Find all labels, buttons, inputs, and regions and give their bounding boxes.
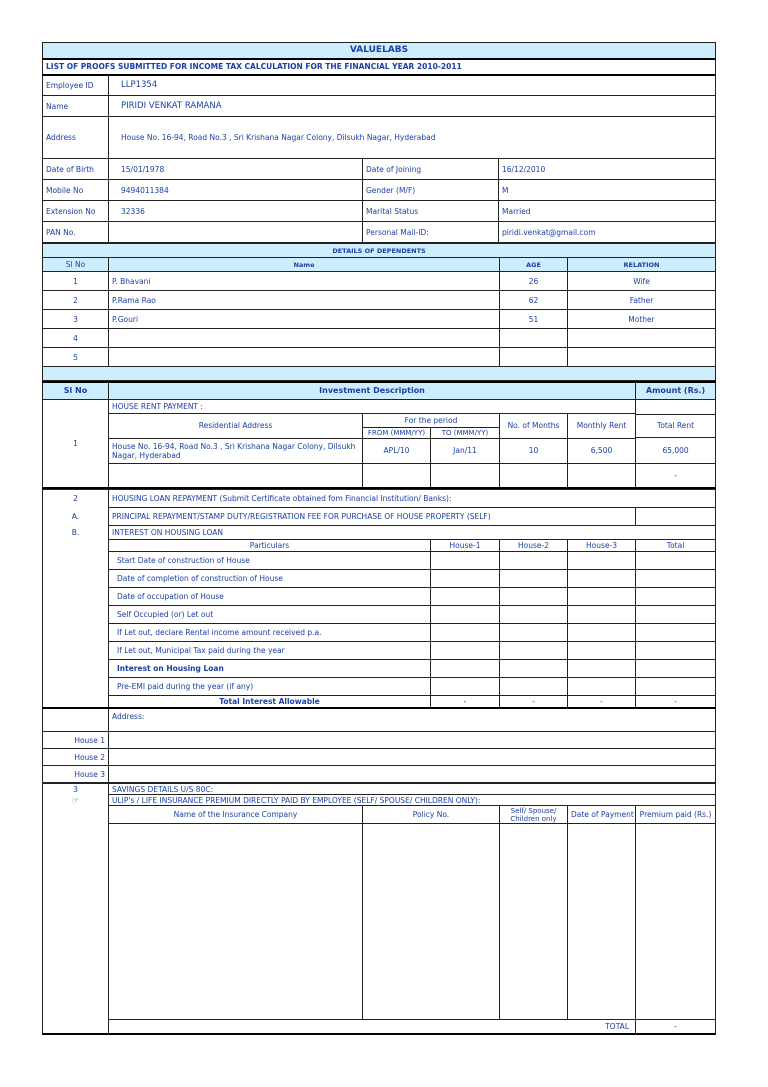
hra-from: APL/10 — [363, 438, 431, 463]
employee-id-label: Employee ID — [43, 75, 109, 96]
particular-h2 — [500, 660, 568, 678]
address-side-blank — [43, 708, 109, 732]
dependents-title: DETAILS OF DEPENDENTS — [43, 244, 716, 258]
particular-total — [636, 606, 716, 624]
dep-row-1-relation: Wife — [568, 272, 716, 291]
savings-total-value: - — [636, 1020, 716, 1034]
dep-row-4-relation — [568, 329, 716, 348]
savings-premium-blank — [636, 824, 716, 1020]
hra-col-to: TO (MMM/YY) — [431, 427, 500, 438]
hra-months: 10 — [500, 438, 568, 463]
particular-h2 — [500, 588, 568, 606]
dep-row-4-sl: 4 — [43, 329, 109, 348]
savings-side-blank — [43, 824, 109, 1020]
dob-value: 15/01/1978 — [109, 159, 363, 180]
housing-a-amount — [636, 508, 716, 526]
house-2-value — [109, 749, 716, 766]
dep-row-1-name: P. Bhavani — [109, 272, 500, 291]
doj-label: Date of Joining — [363, 159, 499, 180]
housing-title: HOUSING LOAN REPAYMENT (Submit Certificate obtained fom Financial Institution/ Banks): — [109, 490, 636, 508]
mail-label: Personal Mail-ID: — [363, 222, 499, 243]
total-interest-h3: - — [568, 696, 636, 708]
housing-side-blank — [43, 552, 109, 570]
dep-row-1-age: 26 — [500, 272, 568, 291]
particular-total — [636, 624, 716, 642]
savings-self-blank — [500, 824, 568, 1020]
savings-policy-blank — [363, 824, 500, 1020]
mobile-value: 9494011384 — [109, 180, 363, 201]
house-1-label: House 1 — [43, 732, 109, 749]
total-interest-h2: - — [500, 696, 568, 708]
particular-h1 — [431, 606, 500, 624]
housing-col-h3: House-3 — [568, 540, 636, 552]
particular-h1 — [431, 678, 500, 696]
investment-table — [42, 381, 716, 489]
name-label: Name — [43, 96, 109, 117]
hra-col-monthly: Monthly Rent — [568, 413, 636, 438]
particular-h3 — [568, 606, 636, 624]
particular-h3 — [568, 642, 636, 660]
total-interest-total: - — [636, 696, 716, 708]
dep-row-5-relation — [568, 348, 716, 367]
housing-side-blank — [43, 606, 109, 624]
pan-label: PAN No. — [43, 222, 109, 243]
dep-row-3-age: 51 — [500, 310, 568, 329]
inv-header-sl: Sl No — [43, 382, 109, 399]
particular-h1 — [431, 570, 500, 588]
dep-row-2-sl: 2 — [43, 291, 109, 310]
extension-value: 32336 — [109, 201, 363, 222]
savings-side-blank — [43, 806, 109, 824]
address-value: House No. 16-94, Road No.3 , Sri Krishana Nagar Colony, Dilsukh Nagar, Hyderabad — [109, 117, 716, 159]
savings-subtitle: ULIP's / LIFE INSURANCE PREMIUM DIRECTLY PAID BY EMPLOYEE (SELF/ SPOUSE/ CHILDREN ONLY): — [109, 795, 716, 806]
spacer-band — [43, 367, 716, 381]
tax-proof-form — [42, 42, 715, 1035]
employee-info-table — [42, 42, 716, 243]
hra-amount-blank — [636, 399, 716, 463]
hra-blank-4 — [500, 463, 568, 488]
hra-blank-5 — [568, 463, 636, 488]
dep-row-3-name: P.Gouri — [109, 310, 500, 329]
housing-b-text: INTEREST ON HOUSING LOAN — [109, 526, 636, 540]
inv-header-amount: Amount (Rs.) — [636, 382, 716, 399]
housing-side-blank — [43, 570, 109, 588]
particular-row: Self Occupied (or) Let out — [109, 606, 431, 624]
housing-loan-table — [42, 489, 716, 783]
dep-row-5-age — [500, 348, 568, 367]
doj-value: 16/12/2010 — [499, 159, 716, 180]
dep-row-1-sl: 1 — [43, 272, 109, 291]
hra-blank-3 — [431, 463, 500, 488]
savings-table — [42, 783, 716, 1035]
house-3-value — [109, 766, 716, 783]
savings-col-company: Name of the Insurance Company — [109, 806, 363, 824]
housing-side-blank — [43, 660, 109, 678]
particular-row: Date of completion of construction of House — [109, 570, 431, 588]
housing-side-blank — [43, 624, 109, 642]
hra-blank-1 — [109, 463, 363, 488]
hra-col-address: Residential Address — [109, 413, 363, 438]
savings-total-label: TOTAL — [109, 1020, 636, 1034]
particular-total — [636, 642, 716, 660]
company-title: VALUELABS — [43, 43, 716, 59]
hra-sl: 1 — [43, 399, 109, 488]
dep-header-relation: RELATION — [568, 258, 716, 272]
name-value: PIRIDI VENKAT RAMANA — [109, 96, 716, 117]
particular-h1 — [431, 660, 500, 678]
dep-row-3-sl: 3 — [43, 310, 109, 329]
dependents-table — [42, 243, 716, 381]
housing-side-blank — [43, 588, 109, 606]
inv-header-desc: Investment Description — [109, 382, 636, 399]
savings-company-blank — [109, 824, 363, 1020]
housing-a-text: PRINCIPAL REPAYMENT/STAMP DUTY/REGISTRATION FEE FOR PURCHASE OF HOUSE PROPERTY (SELF) — [109, 508, 636, 526]
particular-h3 — [568, 678, 636, 696]
particular-total — [636, 660, 716, 678]
particular-h2 — [500, 642, 568, 660]
housing-sl: 2 — [43, 490, 109, 508]
dob-label: Date of Birth — [43, 159, 109, 180]
hra-total: 65,000 — [636, 437, 715, 463]
particular-h3 — [568, 552, 636, 570]
particular-row: If Let out, declare Rental income amount received p.a. — [109, 624, 431, 642]
dep-row-5-sl: 5 — [43, 348, 109, 367]
address-label: Address — [43, 117, 109, 159]
hra-to: Jan/11 — [431, 438, 500, 463]
particular-h3 — [568, 570, 636, 588]
extension-label: Extension No — [43, 201, 109, 222]
dep-row-3-relation: Mother — [568, 310, 716, 329]
particular-h1 — [431, 642, 500, 660]
savings-col-policy: Policy No. — [363, 806, 500, 824]
housing-side-blank — [43, 678, 109, 696]
dep-row-2-name: P.Rama Rao — [109, 291, 500, 310]
particular-row: Pre-EMI paid during the year (if any) — [109, 678, 431, 696]
housing-col-h2: House-2 — [500, 540, 568, 552]
particular-row: Start Date of construction of House — [109, 552, 431, 570]
hra-blank-2 — [363, 463, 431, 488]
dep-row-4-name — [109, 329, 500, 348]
house-1-value — [109, 732, 716, 749]
particular-h3 — [568, 660, 636, 678]
gender-label: Gender (M/F) — [363, 180, 499, 201]
housing-amount-blank — [636, 490, 716, 508]
savings-col-date: Date of Payment — [568, 806, 636, 824]
housing-b-label: B. — [43, 526, 109, 540]
dep-header-sl: Sl No — [43, 258, 109, 272]
particular-total — [636, 570, 716, 588]
housing-col-h1: House-1 — [431, 540, 500, 552]
house-2-label: House 2 — [43, 749, 109, 766]
particular-total — [636, 678, 716, 696]
savings-side-blank — [43, 1020, 109, 1034]
housing-a-label: A. — [43, 508, 109, 526]
particular-total — [636, 588, 716, 606]
particular-h1 — [431, 624, 500, 642]
form-subtitle: LIST OF PROOFS SUBMITTED FOR INCOME TAX CALCULATION FOR THE FINANCIAL YEAR 2010-2011 — [43, 59, 716, 75]
hra-monthly: 6,500 — [568, 438, 636, 463]
housing-side-blank — [43, 540, 109, 552]
particular-h2 — [500, 606, 568, 624]
total-interest-h1: - — [431, 696, 500, 708]
savings-col-self: Self/ Spouse/ Children only — [500, 806, 568, 824]
dep-header-name: Name — [109, 258, 500, 272]
mobile-label: Mobile No — [43, 180, 109, 201]
particular-h2 — [500, 678, 568, 696]
hra-col-total: Total Rent — [636, 414, 715, 437]
savings-date-blank — [568, 824, 636, 1020]
hra-address: House No. 16-94, Road No.3 , Sri Krishana Nagar Colony, Dilsukh Nagar, Hyderabad — [109, 438, 363, 463]
total-interest-label: Total Interest Allowable — [109, 696, 431, 708]
dep-row-2-relation: Father — [568, 291, 716, 310]
savings-title: SAVINGS DETAILS U/S 80C: — [109, 784, 716, 795]
particular-h3 — [568, 624, 636, 642]
particular-row: If Let out, Municipal Tax paid during the year — [109, 642, 431, 660]
housing-address-label: Address: — [109, 708, 716, 732]
hra-amount: - — [636, 463, 716, 488]
particular-h1 — [431, 552, 500, 570]
particular-row-interest: Interest on Housing Loan — [109, 660, 431, 678]
particular-h1 — [431, 588, 500, 606]
gender-value: M — [499, 180, 716, 201]
dep-row-5-name — [109, 348, 500, 367]
pan-value — [109, 222, 363, 243]
particular-h3 — [568, 588, 636, 606]
hra-col-period: For the period — [363, 413, 500, 427]
particular-h2 — [500, 624, 568, 642]
house-3-label: House 3 — [43, 766, 109, 783]
housing-side-blank — [43, 642, 109, 660]
housing-side-blank — [43, 696, 109, 708]
dep-row-4-age — [500, 329, 568, 348]
hra-col-from: FROM (MMM/YY) — [363, 427, 431, 438]
marital-value: Married — [499, 201, 716, 222]
particular-h2 — [500, 570, 568, 588]
housing-col-particulars: Particulars — [109, 540, 431, 552]
dep-row-2-age: 62 — [500, 291, 568, 310]
particular-row: Date of occupation of House — [109, 588, 431, 606]
hra-title: HOUSE RENT PAYMENT : — [109, 399, 636, 413]
housing-col-total: Total — [636, 540, 716, 552]
employee-id-value: LLP1354 — [109, 75, 716, 96]
savings-col-premium: Premium paid (Rs.) — [636, 806, 716, 824]
hra-col-months: No. of Months — [500, 413, 568, 438]
pointer-icon: ☞ — [43, 795, 109, 806]
mail-value: piridi.venkat@gmail.com — [499, 222, 716, 243]
particular-total — [636, 552, 716, 570]
savings-sl: 3 — [43, 784, 109, 795]
housing-b-blank — [636, 526, 716, 540]
dep-header-age: AGE — [500, 258, 568, 272]
particular-h2 — [500, 552, 568, 570]
marital-label: Marital Status — [363, 201, 499, 222]
